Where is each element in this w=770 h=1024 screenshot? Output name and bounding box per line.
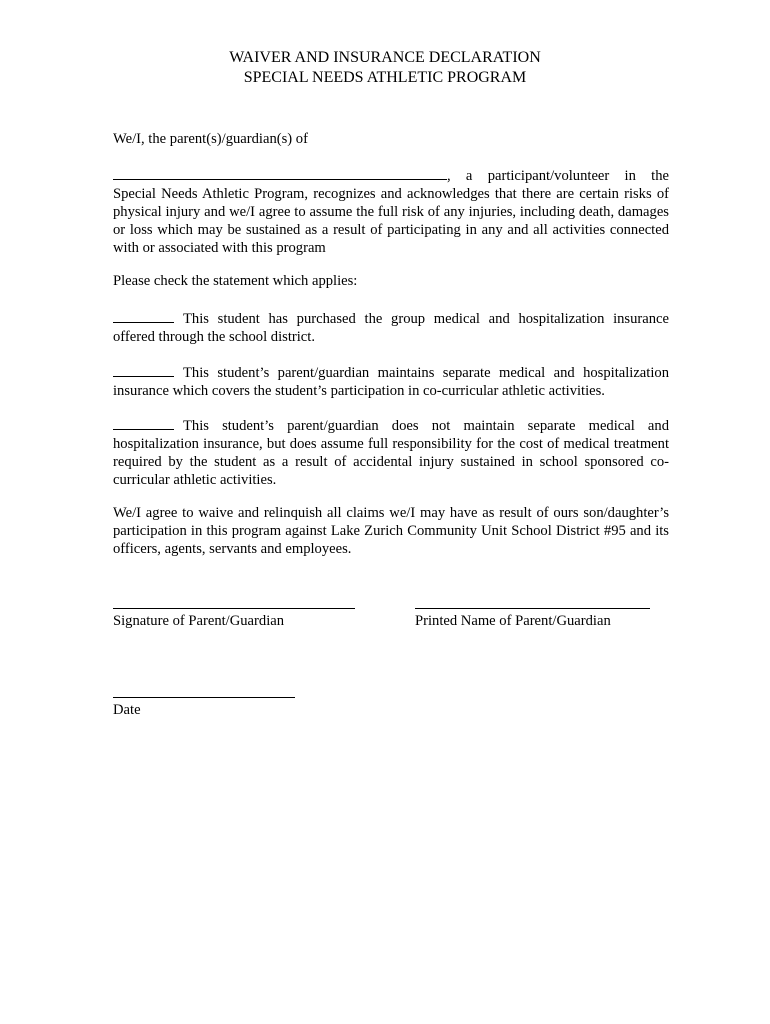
option-3-check-blank[interactable] (113, 415, 174, 430)
participant-name-blank[interactable] (113, 165, 447, 180)
waiver-paragraph (113, 504, 669, 558)
signature-line[interactable] (113, 608, 355, 609)
option-2-text: This student’s parent/guardian maintains separate medical and hospitalization insurance which covers the student’s participation in co-curricular athletic activities. (113, 365, 669, 399)
title-line-2: SPECIAL NEEDS ATHLETIC PROGRAM (243, 69, 527, 86)
intro-text: We/I, the parent(s)/guardian(s) of (113, 131, 308, 147)
date-line[interactable] (113, 697, 295, 698)
title-line-1: WAIVER AND INSURANCE DECLARATION (229, 49, 541, 66)
option-1 (113, 308, 669, 346)
printed-name-line[interactable] (415, 608, 650, 609)
participant-text: , a participant/volunteer in the Special Needs Athletic Program, recognizes and acknowledges that there are certain risks of physical injury and we/I agree to assume the full risk of any injuries, including death, damages or loss which may be sustained as a result of participating in any and all activities connected with or associated with this program (113, 168, 669, 256)
signature-label: Signature of Parent/Guardian (113, 613, 285, 629)
participant-paragraph (113, 165, 669, 257)
check-prompt (113, 272, 669, 290)
check-prompt-text: Please check the statement which applies: (113, 273, 358, 289)
option-1-text: This student has purchased the group medical and hospitalization insurance offered through the school district. (113, 311, 669, 345)
option-3-text: This student’s parent/guardian does not maintain separate medical and hospitalization insurance, but does assume full responsibility for the cost of medical treatment required by the student as a result of accidental injury sustained in school sponsored co-curricular athletic activities. (113, 418, 669, 488)
date-label: Date (113, 702, 141, 718)
printed-name-label: Printed Name of Parent/Guardian (415, 613, 611, 629)
option-2-check-blank[interactable] (113, 362, 174, 377)
option-2 (113, 362, 669, 400)
waiver-text: We/I agree to waive and relinquish all claims we/I may have as result of ours son/daughter’s participation in this program against Lake Zurich Community Unit School District #95 and its officers, agents, servants and employees. (113, 505, 669, 557)
document-title (0, 48, 770, 88)
option-1-check-blank[interactable] (113, 308, 174, 323)
intro-paragraph (113, 130, 669, 148)
option-3 (113, 415, 669, 489)
